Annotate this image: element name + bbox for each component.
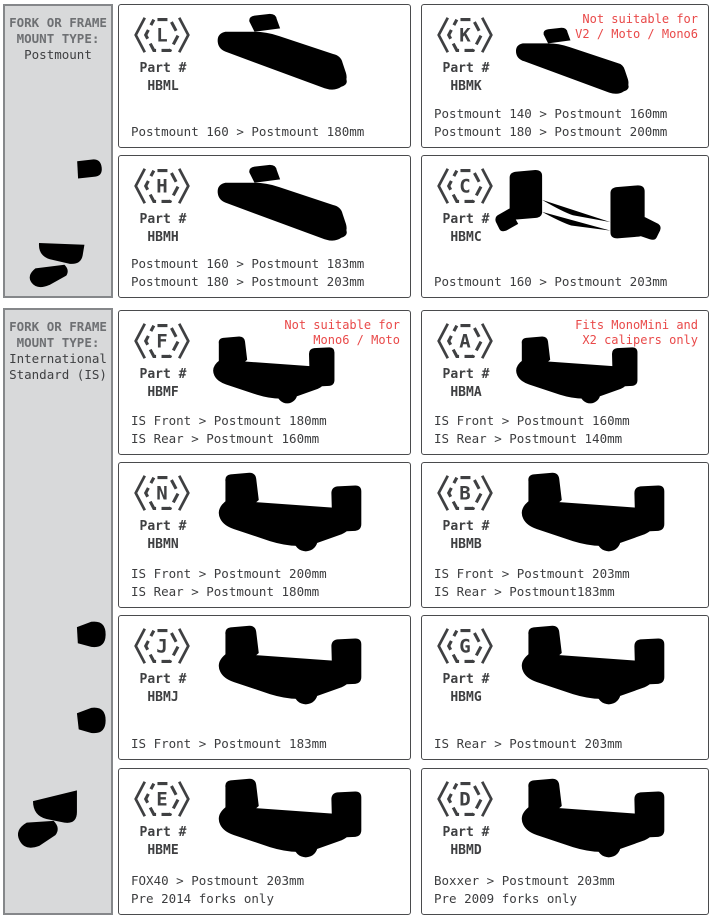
fitment-description [434, 412, 630, 447]
fitment-line: Postmount 180 > Postmount 200mm [434, 123, 668, 139]
fitment-description [434, 273, 667, 291]
code-letter: L [156, 24, 168, 47]
fitment-line: IS Rear > Postmount 140mm [434, 430, 623, 446]
panel-title-line: MOUNT TYPE: [16, 335, 100, 350]
fitment-line: IS Front > Postmount 180mm [131, 413, 327, 428]
part-number: HBMA [450, 385, 482, 400]
fitment-description [131, 735, 327, 753]
fitment-line: FOX40 > Postmount 203mm [131, 873, 305, 888]
part-number-label: Part # [442, 367, 490, 382]
fitment-line: IS Rear > Postmount183mm [434, 583, 615, 599]
fitment-description [434, 105, 667, 140]
part-number: HBMN [147, 537, 179, 552]
adapter-illustration [181, 13, 369, 107]
panel-title-line: FORK OR FRAME [9, 15, 107, 30]
fitment-description [131, 565, 327, 600]
adapter-illustration [181, 164, 369, 258]
code-letter: N [156, 482, 168, 505]
fitment-line: Boxxer > Postmount 203mm [434, 873, 615, 888]
part-number: HBMK [450, 79, 482, 94]
fitment-line: IS Rear > Postmount 160mm [131, 430, 320, 446]
adapter-card-hbma [421, 310, 709, 455]
panel-title-line: FORK OR FRAME [9, 319, 107, 334]
fitment-line: IS Rear > Postmount 180mm [131, 583, 320, 599]
fork-leg-illustration [9, 74, 109, 292]
adapter-illustration [484, 335, 644, 415]
fitment-description [131, 412, 327, 447]
panel-title [5, 319, 111, 383]
part-number: HBME [147, 843, 179, 858]
part-number-label: Part # [139, 825, 187, 840]
adapter-illustration [484, 164, 672, 258]
part-number: HBMG [450, 690, 482, 705]
code-letter: B [459, 482, 471, 505]
fitment-description [434, 735, 622, 753]
code-letter: K [459, 24, 471, 47]
adapter-illustration [181, 777, 369, 871]
adapter-card-hbmh [118, 155, 411, 298]
code-letter: F [156, 330, 168, 353]
mount-type-value: Postmount [24, 47, 92, 62]
part-number: HBMC [450, 230, 482, 245]
fitment-description [131, 123, 364, 141]
fitment-line: IS Front > Postmount 200mm [131, 566, 327, 581]
fitment-line: IS Rear > Postmount 203mm [434, 735, 623, 751]
adapter-illustration [181, 471, 369, 565]
part-number: HBMB [450, 537, 482, 552]
adapter-card-hbme [118, 768, 411, 915]
part-number: HBMJ [147, 690, 179, 705]
adapter-illustration [181, 624, 369, 718]
fitment-line: Postmount 160 > Postmount 203mm [434, 273, 668, 289]
part-number: HBMF [147, 385, 179, 400]
part-number-label: Part # [442, 212, 490, 227]
panel-title-line: MOUNT TYPE: [16, 31, 100, 46]
code-letter: A [459, 330, 471, 353]
part-number: HBML [147, 79, 179, 94]
part-number-label: Part # [442, 825, 490, 840]
fitment-description [131, 255, 364, 290]
part-number: HBMD [450, 843, 482, 858]
code-letter: C [459, 175, 471, 198]
adapter-card-hbmb [421, 462, 709, 608]
part-number-label: Part # [442, 519, 490, 534]
adapter-card-hbmj [118, 615, 411, 760]
fitment-line: IS Front > Postmount 160mm [434, 413, 630, 428]
compatibility-note: Not suitable for Mono6 / Moto [284, 318, 400, 347]
code-letter: E [156, 788, 168, 811]
fitment-line: IS Front > Postmount 203mm [434, 566, 630, 581]
compatibility-note: Not suitable for V2 / Moto / Mono6 [575, 12, 698, 41]
fitment-line: Postmount 140 > Postmount 160mm [434, 106, 668, 121]
code-letter: D [459, 788, 471, 811]
adapter-illustration [484, 471, 672, 565]
adapter-card-hbmf [118, 310, 411, 455]
adapter-illustration [484, 777, 672, 871]
adapter-illustration [484, 624, 672, 718]
mount-type-panel-postmount [3, 4, 113, 298]
part-number-label: Part # [139, 519, 187, 534]
fitment-line: IS Front > Postmount 183mm [131, 735, 327, 751]
fitment-line: Pre 2014 forks only [131, 890, 274, 906]
fitment-line: Postmount 160 > Postmount 180mm [131, 123, 365, 139]
part-number-label: Part # [139, 367, 187, 382]
code-letter: H [156, 175, 168, 198]
part-number-label: Part # [139, 672, 187, 687]
fitment-line: Postmount 160 > Postmount 183mm [131, 256, 365, 271]
fitment-line: Pre 2009 forks only [434, 890, 577, 906]
fitment-description [434, 565, 630, 600]
mount-type-value: Standard (IS) [9, 367, 107, 382]
fork-leg-illustration [7, 390, 111, 902]
adapter-card-hbml [118, 4, 411, 148]
adapter-card-hbmd [421, 768, 709, 915]
part-number: HBMH [147, 230, 179, 245]
fitment-description [131, 872, 304, 907]
adapter-card-hbmg [421, 615, 709, 760]
code-letter: J [156, 635, 168, 658]
fitment-line: Postmount 180 > Postmount 203mm [131, 273, 365, 289]
adapter-illustration [181, 335, 341, 415]
code-letter: G [459, 635, 471, 658]
mount-type-panel-is [3, 308, 113, 915]
mount-type-value: International [9, 351, 107, 366]
adapter-card-hbmk [421, 4, 709, 148]
adapter-card-hbmn [118, 462, 411, 608]
part-number-label: Part # [442, 61, 490, 76]
panel-title [5, 15, 111, 63]
part-number-label: Part # [139, 61, 187, 76]
fitment-description [434, 872, 615, 907]
adapter-card-hbmc [421, 155, 709, 298]
adapter-illustration [484, 27, 648, 109]
part-number-label: Part # [442, 672, 490, 687]
part-number-label: Part # [139, 212, 187, 227]
compatibility-note: Fits MonoMini and X2 calipers only [575, 318, 698, 347]
